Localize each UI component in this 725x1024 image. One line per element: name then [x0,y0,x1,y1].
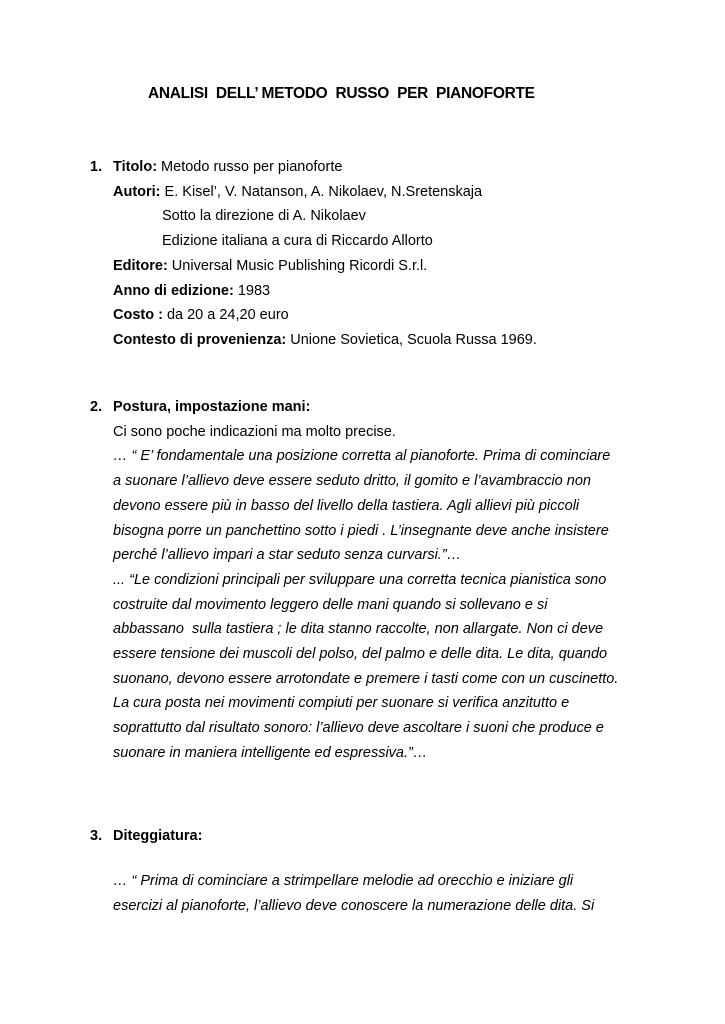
field-editore [113,254,537,279]
document-title: ANALISI DELL’ METODO RUSSO PER PIANOFORTE [148,85,535,102]
field-value: Metodo russo per pianoforte [157,159,343,175]
field-label: Autori: [113,183,161,200]
field-value: da 20 a 24,20 euro [162,307,289,324]
quote-line: esercizi al pianoforte, l’allievo deve conoscere la numerazione delle dita. Si [113,898,595,914]
section-1-content [113,155,537,353]
field-value: Universal Music Publishing Ricordi S.r.l. [167,257,428,274]
field-value: 1983 [233,282,271,299]
section-postura [90,395,618,766]
quote-line: abbassano sulla tastiera ; le dita stanno raccolte, non allargate. Non ci deve [113,621,604,638]
field-contesto [113,328,537,353]
quote-line: a suonare l’allievo deve essere seduto dritto, il gomito e l’avambraccio non [113,473,591,490]
field-value: E. Kisel’, V. Natanson, A. Nikolaev, N.Sretenskaja [160,183,483,200]
section-2-quote [113,444,618,765]
section-3-heading: Diteggiatura: [113,828,203,844]
quote-line: La cura posta nei movimenti compiuti per suonare si verifica anzitutto e [113,695,570,712]
quote-line: suonare in maniera intelligente ed espressiva.”… [113,744,428,761]
field-titolo [113,155,537,180]
quote-line: bisogna porre un panchettino sotto i piedi . L’insegnante deve anche insistere [113,522,609,539]
section-3-content [113,824,594,919]
quote-line: suonano, devono essere arrotondate e premere i tasti come con un cuscinetto. [113,670,619,687]
field-label: Anno di edizione: [113,282,234,299]
field-value: Unione Sovietica, Scuola Russa 1969. [286,331,537,348]
field-value: Edizione italiana a cura di Riccardo Allorto [162,233,433,250]
section-3-number: 3. [90,828,103,844]
field-autori [113,180,537,205]
field-label: Titolo: [113,159,158,175]
quote-line: devono essere più in basso del livello della tastiera. Agli allievi più piccoli [113,497,580,514]
quote-line: … “ E’ fondamentale una posizione corretta al pianoforte. Prima di cominciare [113,448,611,465]
section-titolo [90,155,537,353]
field-direzione [113,204,537,229]
quote-line: costruite dal movimento leggero delle mani quando si sollevano e si [113,596,548,613]
section-diteggiatura [90,824,594,919]
field-label: Costo : [113,307,163,324]
field-value: Sotto la direzione di A. Nikolaev [162,208,366,225]
field-anno-edizione [113,279,537,304]
section-2-number: 2. [90,399,103,415]
field-costo [113,303,537,328]
quote-line: soprattutto dal risultato sonoro: l’allievo deve ascoltare i suoni che produce e [113,720,604,737]
section-2-content [113,395,618,766]
section-1-number: 1. [90,159,103,175]
quote-line: … “ Prima di cominciare a strimpellare melodie ad orecchio e iniziare gli [113,873,574,890]
field-label: Contesto di provenienza: [113,331,287,348]
quote-line: perché l’allievo impari a star seduto senza curvarsi.”… [113,547,462,564]
section-2-intro: Ci sono poche indicazioni ma molto precise. [113,423,396,440]
quote-line: ... “Le condizioni principali per sviluppare una corretta tecnica pianistica sono [113,571,607,588]
field-label: Editore: [113,257,168,274]
section-3-quote [113,869,594,918]
field-edizione-italiana [113,229,537,254]
section-2-heading: Postura, impostazione mani: [113,399,311,415]
quote-line: essere tensione dei muscoli del polso, del palmo e delle dita. Le dita, quando [113,646,608,663]
